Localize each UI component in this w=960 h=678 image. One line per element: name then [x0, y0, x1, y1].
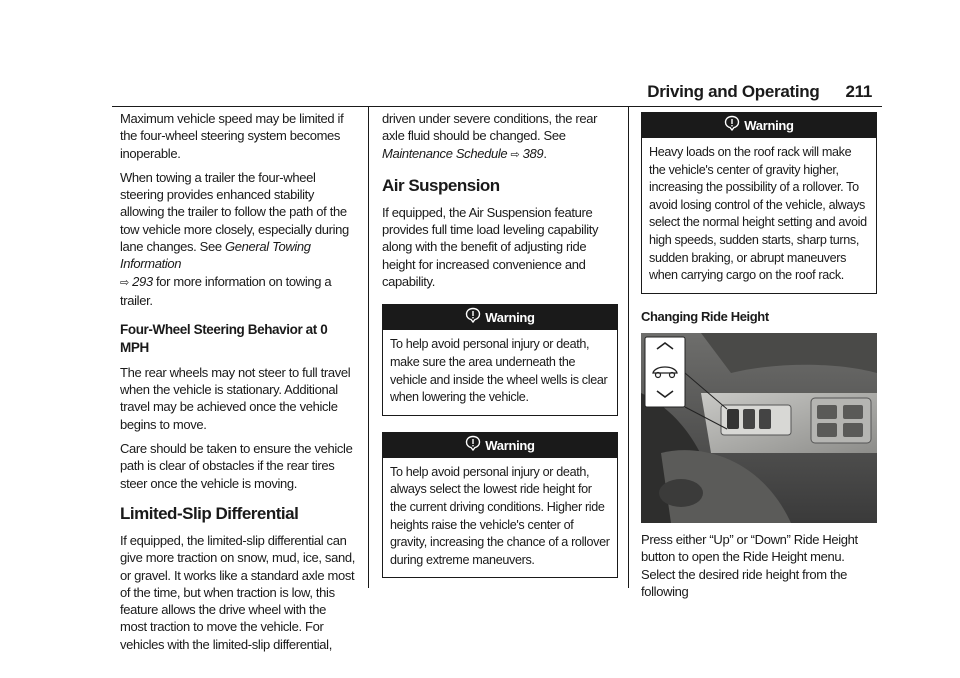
page-ref[interactable]: 293: [132, 273, 153, 289]
warning-icon: [465, 306, 481, 331]
paragraph: Care should be taken to ensure the vehicle path is clear of obstacles if the rear tires steer once the vehicle is moving.: [120, 441, 353, 491]
warning-text: Heavy loads on the roof rack will make the vehicle's center of gravity higher, increasing the possibility of a rollover. To avoid losing control of the vehicle, always select the normal height setting and avoid high speeds, sudden starts, sharp turns, sudden braking, or abrupt maneuvers when carrying cargo on the roof rack.: [649, 145, 867, 283]
paragraph: Maximum vehicle speed may be limited if the four-wheel steering system becomes inoperable.: [120, 111, 344, 161]
warning-text: To help avoid personal injury or death, make sure the area underneath the vehicle and inside the wheel wells is clear when lowering the vehicle.: [390, 337, 608, 405]
paragraph: The rear wheels may not steer to full travel when the vehicle is stationary. Additional travel may be achieved once the vehicle begins to move.: [120, 364, 351, 432]
paragraph: Press either “Up” or “Down” Ride Height button to open the Ride Height menu. Select the desired ride height from the following: [641, 532, 858, 599]
section-heading: Limited-Slip Differential: [120, 503, 299, 523]
page-ref-icon: ⇨: [510, 148, 520, 161]
section-title: Driving and Operating: [647, 82, 820, 101]
paragraph: driven under severe conditions, the rear axle fluid should be changed. See Maintenance Schedule ⇨ 389.: [382, 111, 598, 161]
paragraph: If equipped, the limited-slip differential can give more traction on snow, mud, ice, sand, or gravel. It works like a standard axle most of the time, but when traction is low, this feature allows the drive wheel with the most traction to move the vehicle. For vehicles with the limited-slip differential,: [120, 532, 355, 652]
header-rule: [112, 106, 882, 107]
column-3: [641, 112, 877, 607]
warning-icon: [724, 114, 740, 139]
ride-height-controls-photo: [641, 333, 877, 523]
column-1: [120, 110, 356, 660]
cross-reference-link[interactable]: General Towing Information: [120, 239, 311, 272]
warning-box: [382, 432, 618, 579]
paragraph: When towing a trailer the four-wheel steering provides enhanced stability allowing the trailer to follow the path of the tow vehicle more closely, especially during lane changes. See General Towing Information ⇨ 293 for more information on towing a trailer.: [120, 169, 349, 308]
page-number: 211: [845, 82, 872, 101]
running-header: [647, 82, 872, 102]
warning-box: [641, 112, 877, 294]
column-divider-2: [628, 106, 629, 588]
paragraph: If equipped, the Air Suspension feature provides full time load leveling capability along with the benefit of adjusting ride height for increased convenience and capability.: [382, 204, 599, 290]
column-divider-1: [368, 106, 369, 588]
warning-header: Warning: [383, 433, 617, 458]
warning-header: Warning: [383, 305, 617, 330]
warning-header: Warning: [642, 113, 876, 138]
section-heading: Air Suspension: [382, 175, 500, 195]
warning-icon: [465, 434, 481, 459]
warning-box: [382, 304, 618, 415]
page-ref-icon: ⇨: [120, 276, 129, 289]
subheading: Changing Ride Height: [641, 308, 769, 324]
warning-text: To help avoid personal injury or death, always select the lowest ride height for the current driving conditions. Higher ride heights raise the vehicle's center of gravity, increasing the chance of a rollover during extreme maneuvers.: [390, 464, 610, 567]
cross-reference-link[interactable]: Maintenance Schedule: [382, 145, 508, 161]
subheading: Four-Wheel Steering Behavior at 0 MPH: [120, 322, 328, 355]
column-2: [382, 110, 618, 578]
page-ref[interactable]: 389: [522, 145, 544, 161]
